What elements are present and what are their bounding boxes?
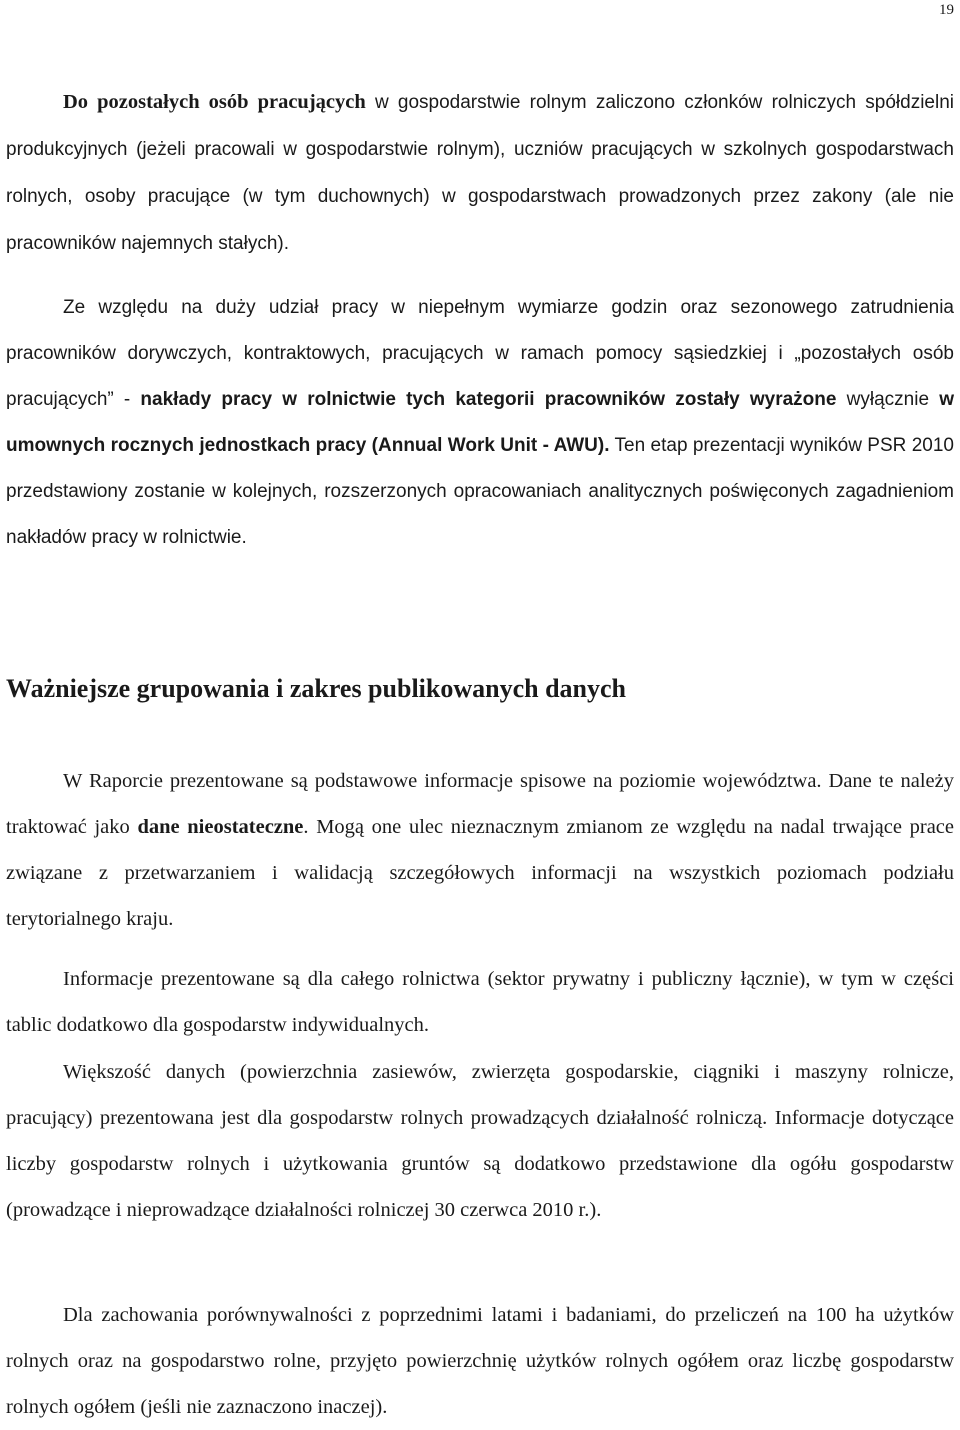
paragraph-report-data — [6, 758, 954, 942]
bold-phrase: w umownych rocznych jednostkach pracy (Annual Work Unit - AWU). — [6, 389, 954, 456]
paragraph-text: Dla zachowania porównywalności z poprzednimi latami i badaniami, do przeliczeń na 100 ha użytków rolnych oraz na gospodarstwo rolne, przyjęto powierzchnię użytków rolnych ogółem oraz liczbę gospodarstw rolnych ogółem (jeśli nie zaznaczono inaczej). — [6, 1304, 954, 1418]
paragraph-text: W Raporcie prezentowane są podstawowe informacje spisowe na poziomie województwa. Dane te należy traktować jako — [6, 770, 954, 838]
paragraph-text: Informacje prezentowane są dla całego rolnictwa (sektor prywatny i publiczny łącznie), w tym w części tablic dodatkowo dla gospodarstw indywidualnych. — [6, 968, 954, 1036]
bold-phrase: nakłady pracy w rolnictwie tych kategorii pracowników zostały wyrażone — [140, 389, 837, 410]
paragraph-other-workers — [6, 79, 954, 267]
paragraph-text: . Mogą one ulec nieznacznym zmianom ze względu na nadal trwające prace związane z przetwarzaniem i walidacją szczegółowych informacji na wszystkich poziomach podziału terytorialnego kraju. — [6, 816, 955, 930]
paragraph-text: wyłącznie — [836, 389, 940, 410]
bold-phrase: Do pozostałych osób pracujących — [63, 91, 366, 113]
paragraph-comparability — [6, 1292, 954, 1430]
section-heading: Ważniejsze grupowania i zakres publikowanych danych — [6, 674, 627, 703]
paragraph-text: Większość danych (powierzchnia zasiewów, zwierzęta gospodarskie, ciągniki i maszyny rolnicze, pracujący) prezentowana jest dla gospodarstw rolnych prowadzących działalność rolniczą. Informacje dotyczące liczby gospodarstw rolnych i użytkowania gruntów są dodatkowo przedstawione dla ogółu gospodarstw (prowadzące i nieprowadzące działalności rolniczej 30 czerwca 2010 r.). — [6, 1061, 954, 1221]
paragraph-text: Ze względu na duży udział pracy w niepełnym wymiarze godzin oraz sezonowego zatrudnienia pracowników dorywczych, kontraktowych, pracujących w ramach pomocy sąsiedzkiej i „pozostałych osób pracujących” - — [6, 297, 954, 410]
paragraph-awu — [6, 285, 954, 561]
paragraph-majority-data — [6, 1049, 954, 1233]
paragraph-text: Ten etap prezentacji wyników PSR 2010 przedstawiony zostanie w kolejnych, rozszerzonych opracowaniach analitycznych poświęconych zagadnieniom nakładów pracy w rolnictwie. — [6, 435, 955, 548]
paragraph-sector-scope — [6, 956, 954, 1048]
page-number: 19 — [939, 2, 954, 18]
bold-phrase: dane nieostateczne — [137, 816, 304, 838]
paragraph-text: w gospodarstwie rolnym zaliczono członków rolniczych spółdzielni produkcyjnych (jeżeli pracowali w gospodarstwie rolnym), uczniów pracujących w szkolnych gospodarstwach rolnych, osoby pracujące (w tym duchownych) w gospodarstwach prowadzonych przez zakony (ale nie pracowników najemnych stałych). — [6, 92, 954, 254]
